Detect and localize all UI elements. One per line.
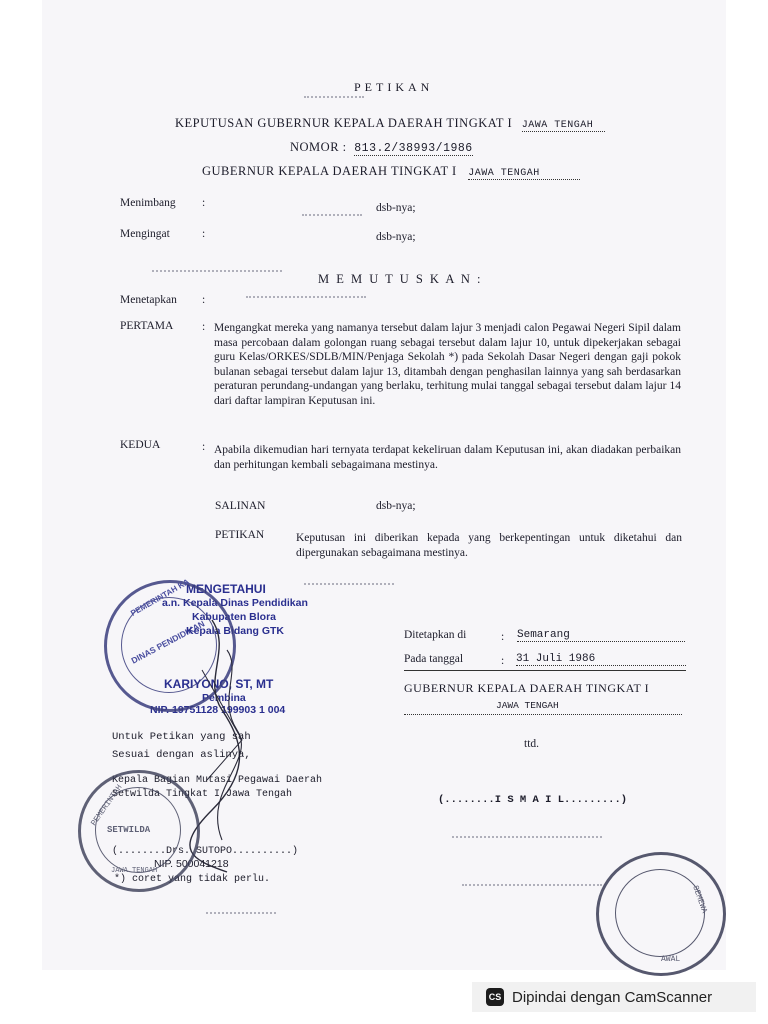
legalization-name: KARIYONO, ST, MT — [164, 677, 274, 691]
legalization-acknowledged: MENGETAHUI — [186, 582, 266, 596]
education-stamp-arc: PEMERINTAH KA — [129, 577, 191, 618]
decides-heading: M E M U T U S K A N : — [318, 272, 483, 286]
establishing-label: Menetapkan — [120, 294, 177, 306]
decision-region: JAWA TENGAH — [522, 120, 606, 132]
number-value: 813.2/38993/1986 — [354, 142, 473, 155]
scanned-document — [42, 0, 726, 970]
as-original: Sesuai dengan aslinya, — [112, 749, 251, 761]
governor-heading-text: GUBERNUR KEPALA DAERAH TINGKAT I — [202, 164, 457, 178]
considering-label: Menimbang — [120, 197, 176, 209]
copy-label: SALINAN — [215, 500, 266, 512]
excerpt-label: PETIKAN — [215, 529, 265, 541]
signed-mark: ttd. — [524, 738, 540, 750]
official-nip: NIP. 500041218 — [154, 858, 229, 870]
bleed-through-mark — [206, 912, 276, 920]
number-label: NOMOR : — [290, 140, 347, 154]
bleed-through-mark — [302, 214, 362, 222]
signer-name-close: .........) — [564, 794, 628, 806]
establishing-colon: : — [202, 294, 206, 306]
governor-heading — [202, 164, 580, 179]
education-stamp-text: DINAS PENDIDIKAN — [129, 618, 207, 666]
considering-value: dsb-nya; — [376, 202, 416, 214]
decision-number — [290, 140, 473, 155]
camscanner-watermark — [472, 982, 756, 1012]
legalization-line-1: a.n. Kepala Dinas Pendidikan — [162, 597, 308, 609]
right-stamp-bottom: AWAL — [661, 955, 681, 964]
bleed-through-mark — [246, 296, 366, 304]
considering-colon: : — [202, 197, 206, 209]
document-title: PETIKAN — [354, 80, 434, 94]
decision-heading — [175, 116, 605, 131]
decision-heading-text: KEPUTUSAN GUBERNUR KEPALA DAERAH TINGKAT I — [175, 116, 513, 130]
setwilda-stamp-arc: PEMERINTAH — [89, 783, 125, 828]
camscanner-logo-icon: CS — [486, 988, 504, 1006]
setwilda-stamp-center: SETWILDA — [107, 825, 151, 835]
bleed-through-mark — [462, 884, 602, 892]
set-at-value: Semarang — [517, 629, 685, 642]
second-label: KEDUA — [120, 439, 161, 451]
copy-value: dsb-nya; — [376, 500, 416, 512]
second-colon: : — [202, 441, 206, 453]
set-at-label: Ditetapkan di — [404, 629, 467, 641]
camscanner-text: Dipindai dengan CamScanner — [512, 988, 713, 1006]
bureau-head-1: Kepala Bagian Mutasi Pegawai Daerah — [112, 775, 323, 786]
bureau-head-2: Setwilda Tingkat I Jawa Tengah — [112, 789, 293, 800]
date-colon: : — [501, 655, 505, 667]
first-text: Mengangkat mereka yang namanya tersebut dalam lajur 3 menjadi calon Pegawai Negeri Sipil dalam masa percobaan dalam golongan ruang sebagai tersebut dalam lajur 10, untuk dipekerjakan sebagai guru Kelas/ORKES/SDLB/MIN/Penjaga Sekolah *) pada Sekolah Dasar Negeri dengan gaji pokok bulanan sebagai tersebut dalam lajur 13, ditambah dengan penghasilan lainnya yang sah berdasarkan peraturan perundang-undangan yang berlaku, terhitung mulai tanggal sebagai tersebut dalam lajur 14 dari daftar lampiran Keputusan ini. — [214, 322, 681, 407]
setwilda-stamp-bottom: JAWA TENGAH — [111, 867, 158, 875]
bleed-through-mark — [304, 96, 364, 104]
official-name: (........Drs. SUTOPO..........) — [112, 846, 299, 857]
signer-region: JAWA TENGAH — [496, 700, 559, 711]
right-stamp-arc: SEMEWA — [690, 884, 709, 915]
second-text: Apabila dikemudian hari ternyata terdapat kekeliruan dalam Keputusan ini, akan diadakan perbaikan dan perhitungan kembali sebagaimana mestinya. — [214, 444, 681, 471]
recalling-colon: : — [202, 228, 206, 240]
bleed-through-mark — [152, 270, 282, 278]
right-round-stamp — [596, 852, 726, 976]
legalization-line-3: Kepala Bidang GTK — [186, 625, 285, 637]
signer-region-line — [404, 714, 682, 715]
signer-title: GUBERNUR KEPALA DAERAH TINGKAT I — [404, 681, 650, 695]
date-label: Pada tanggal — [404, 653, 464, 665]
signer-name — [438, 794, 627, 806]
set-at-colon: : — [501, 631, 505, 643]
first-colon: : — [202, 321, 206, 333]
excerpt-text: Keputusan ini diberikan kepada yang berkepentingan untuk diketahui dan dipergunakan sebagaimana mestinya. — [296, 532, 682, 559]
bleed-through-mark — [452, 836, 602, 844]
governor-region: JAWA TENGAH — [468, 168, 580, 180]
date-value: 31 Juli 1986 — [516, 653, 686, 666]
bleed-through-mark — [304, 583, 394, 591]
legalization-line-2: Kabupaten Blora — [192, 611, 277, 623]
signer-name-text: I S M A I L — [494, 794, 565, 806]
signer-name-open: (........ — [438, 794, 495, 806]
not-needed-note: *) coret yang tidak perlu. — [114, 874, 271, 885]
setwilda-stamp — [78, 770, 200, 892]
first-label: PERTAMA — [120, 320, 174, 332]
recalling-value: dsb-nya; — [376, 231, 416, 243]
legalization-rank: Pembina — [202, 692, 246, 704]
date-rule — [404, 670, 686, 671]
excerpt-valid: Untuk Petikan yang sah — [112, 731, 251, 743]
recalling-label: Mengingat — [120, 228, 170, 240]
legalization-nip: NIP. 19751128 199903 1 004 — [150, 704, 286, 716]
